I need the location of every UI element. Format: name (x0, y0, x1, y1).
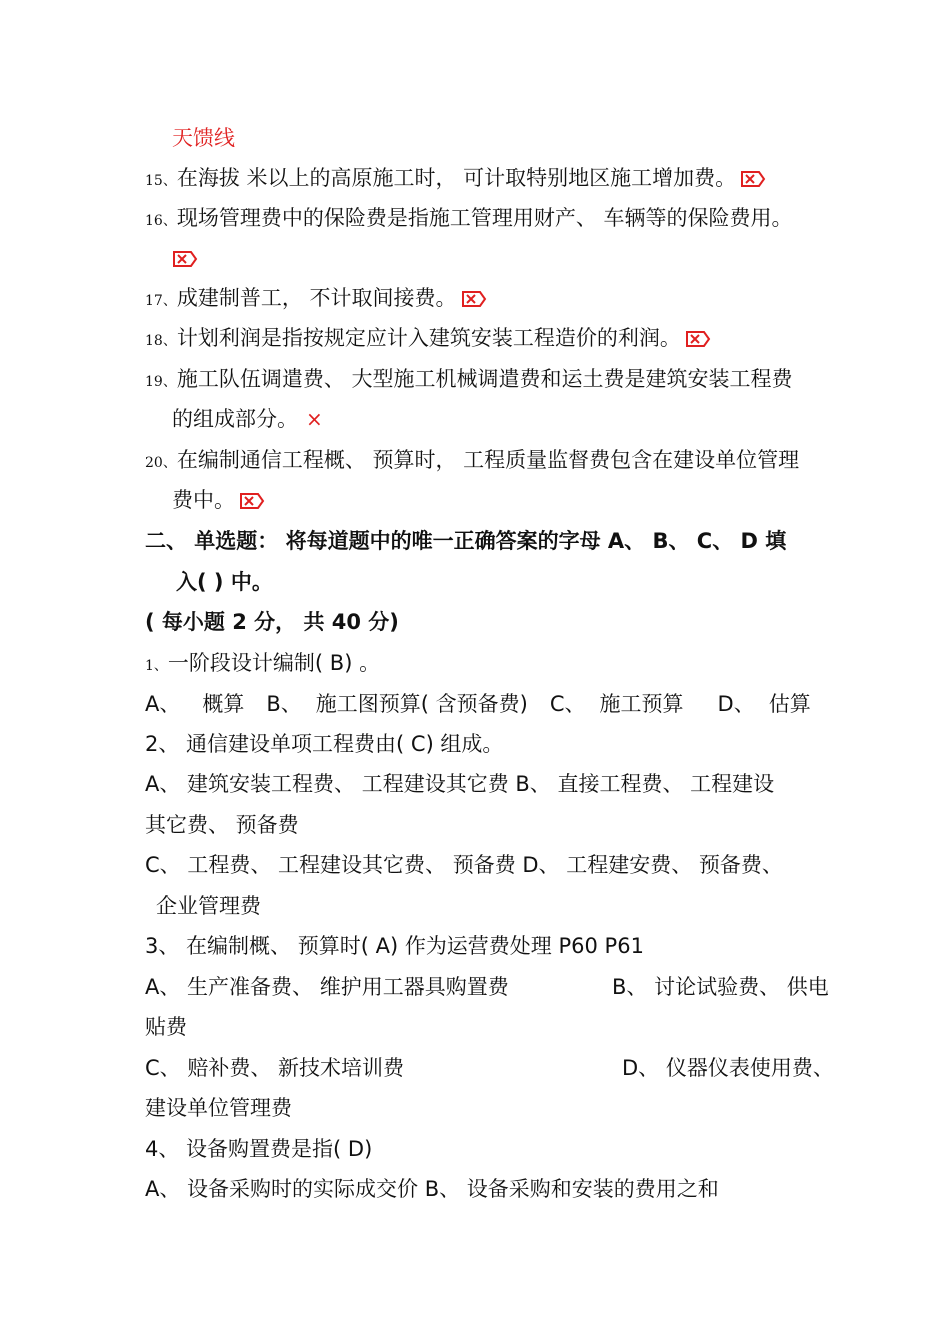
question-text: 在编制通信工程概、 预算时， 工程质量监督费包含在建设单位管理 (176, 448, 800, 472)
mc-question-3-option-d-cont: 建设单位管理费 (145, 1096, 292, 1120)
mc-question-1 (145, 648, 380, 681)
wrong-box-icon (740, 170, 766, 188)
mc-question-3-option-a: A、 生产准备费、 维护用工器具购置费 (145, 975, 509, 999)
question-text: 计划利润是指按规定应计入建筑安装工程造价的利润。 (176, 326, 681, 350)
question-number: 15 (145, 173, 163, 189)
wrong-cross-icon: × (306, 407, 323, 431)
tf-question-20-cont (172, 485, 265, 515)
wrong-box-icon (172, 250, 198, 268)
tf-question-15 (145, 163, 766, 196)
question-text: 成建制普工， 不计取间接费。 (176, 286, 457, 310)
question-number-sep: 、 (162, 374, 177, 390)
mc-question-1-options (145, 689, 811, 719)
tf-question-19 (145, 364, 793, 397)
tf-question-16-mark (172, 243, 198, 273)
mc-question-2-option-cd-cont: 企业管理费 (156, 894, 261, 918)
option-letter: B、 (266, 692, 302, 716)
section-heading-cont: 入( ) 中。 (176, 570, 273, 594)
tf-question-17 (145, 283, 487, 316)
question-text: 现场管理费中的保险费是指施工管理用财产、 车辆等的保险费用。 (176, 206, 793, 230)
mc-question-2-option-ab: A、 建筑安装工程费、 工程建设其它费 B、 直接工程费、 工程建设 (145, 772, 775, 796)
question-number-sep: 、 (162, 213, 177, 229)
question-number: 17 (145, 293, 163, 309)
option-text: 概算 (202, 692, 245, 716)
wrong-box-icon (239, 492, 265, 510)
answer-tail: 天馈线 (172, 126, 235, 150)
option-letter: D、 (717, 692, 755, 716)
question-text: 在海拔 米以上的高原施工时， 可计取特别地区施工增加费。 (176, 166, 737, 190)
question-text: 施工队伍调遣费、 大型施工机械调遣费和运土费是建筑安装工程费 (176, 367, 793, 391)
mc-question-3-option-d: D、 仪器仪表使用费、 (622, 1056, 834, 1080)
option-text: 估算 (768, 692, 811, 716)
wrong-box-icon (685, 330, 711, 348)
mc-question-2-option-ab-cont: 其它费、 预备费 (145, 813, 299, 837)
mc-question-4: 4、 设备购置费是指( D) (145, 1137, 373, 1161)
tf-question-18 (145, 323, 711, 356)
question-number-sep: 、 (153, 658, 168, 674)
mc-question-3: 3、 在编制概、 预算时( A) 作为运营费处理 P60 P61 (145, 934, 644, 958)
question-text: 一阶段设计编制( B) 。 (167, 651, 381, 675)
mc-question-3-option-b-cont: 贴费 (145, 1015, 187, 1039)
question-number: 16 (145, 213, 163, 229)
question-number-sep: 、 (162, 333, 177, 349)
question-text-cont: 的组成部分。 (172, 407, 298, 431)
mc-question-2: 2、 通信建设单项工程费由( C) 组成。 (145, 732, 504, 756)
wrong-box-icon (461, 290, 487, 308)
question-number-sep: 、 (162, 293, 177, 309)
mc-question-3-option-b: B、 讨论试验费、 供电 (612, 975, 829, 999)
question-number-sep: 、 (162, 455, 177, 471)
option-letter: C、 (549, 692, 586, 716)
question-number-sep: 、 (162, 173, 177, 189)
mc-question-2-option-cd: C、 工程费、 工程建设其它费、 预备费 D、 工程建安费、 预备费、 (145, 853, 783, 877)
question-number: 20 (145, 455, 163, 471)
mc-question-4-option-ab: A、 设备采购时的实际成交价 B、 设备采购和安装的费用之和 (145, 1177, 719, 1201)
tf-question-19-cont (172, 404, 323, 434)
section-score: ( 每小题 2 分， 共 40 分) (145, 610, 399, 634)
option-text: 施工图预算( 含预备费) (315, 692, 528, 716)
tf-question-20 (145, 445, 799, 478)
option-text: 施工预算 (599, 692, 684, 716)
tf-question-16 (145, 203, 793, 236)
question-number: 1 (145, 658, 154, 674)
section-heading: 二、 单选题： 将每道题中的唯一正确答案的字母 A、 B、 C、 D 填 (145, 529, 787, 553)
question-number: 18 (145, 333, 163, 349)
question-text-cont: 费中。 (172, 488, 235, 512)
mc-question-3-option-c: C、 赔补费、 新技术培训费 (145, 1056, 405, 1080)
question-number: 19 (145, 374, 163, 390)
option-letter: A、 (145, 692, 181, 716)
